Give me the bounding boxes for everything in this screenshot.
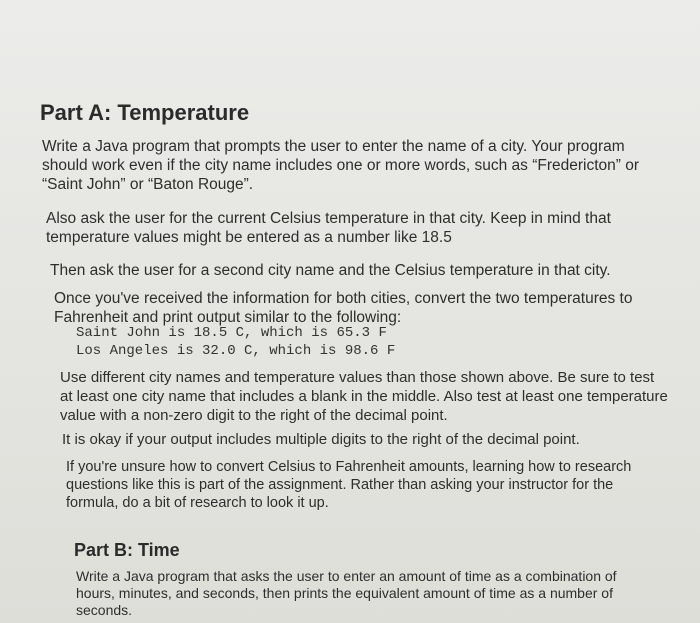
part-b-paragraph-1: Write a Java program that asks the user to enter an amount of time as a combination of hours, minutes, and seconds, then prints the equivalent amount of time as a number of seconds. [76,568,617,618]
part-a-paragraph-3: Then ask the user for a second city name and the Celsius temperature in that city. [50,262,611,279]
part-a-paragraph-2: Also ask the user for the current Celsius temperature in that city. Keep in mind that temperature values might be entered as a number like 18.5 [46,210,611,246]
part-a-paragraph-5: Use different city names and temperature values than those shown above. Be sure to test at least one city name that includes a blank in the middle. Also test at least one temperature value with a non-zero digit to the right of the decimal point. [60,369,668,424]
part-a-paragraph-4: Once you've received the information for both cities, convert the two temperatures to Fahrenheit and print output similar to the following: [54,290,633,326]
part-a-paragraph-6: It is okay if your output includes multiple digits to the right of the decimal point. [62,431,580,448]
part-b-heading: Part B: Time [74,540,180,560]
part-a-paragraph-1: Write a Java program that prompts the user to enter the name of a city. Your program should work even if the city name includes one or more words, such as “Fredericton” or “Saint John” or “Baton Rouge”. [42,138,640,193]
sample-output-line-2: Los Angeles is 32.0 C, which is 98.6 F [76,343,396,359]
part-a-heading: Part A: Temperature [40,100,250,125]
part-a-paragraph-7: If you're unsure how to convert Celsius to Fahrenheit amounts, learning how to research questions like this is part of the assignment. Rather than asking your instructor for the formula, do a bit of research to look it up. [66,459,632,511]
sample-output-line-1: Saint John is 18.5 C, which is 65.3 F [76,325,387,341]
